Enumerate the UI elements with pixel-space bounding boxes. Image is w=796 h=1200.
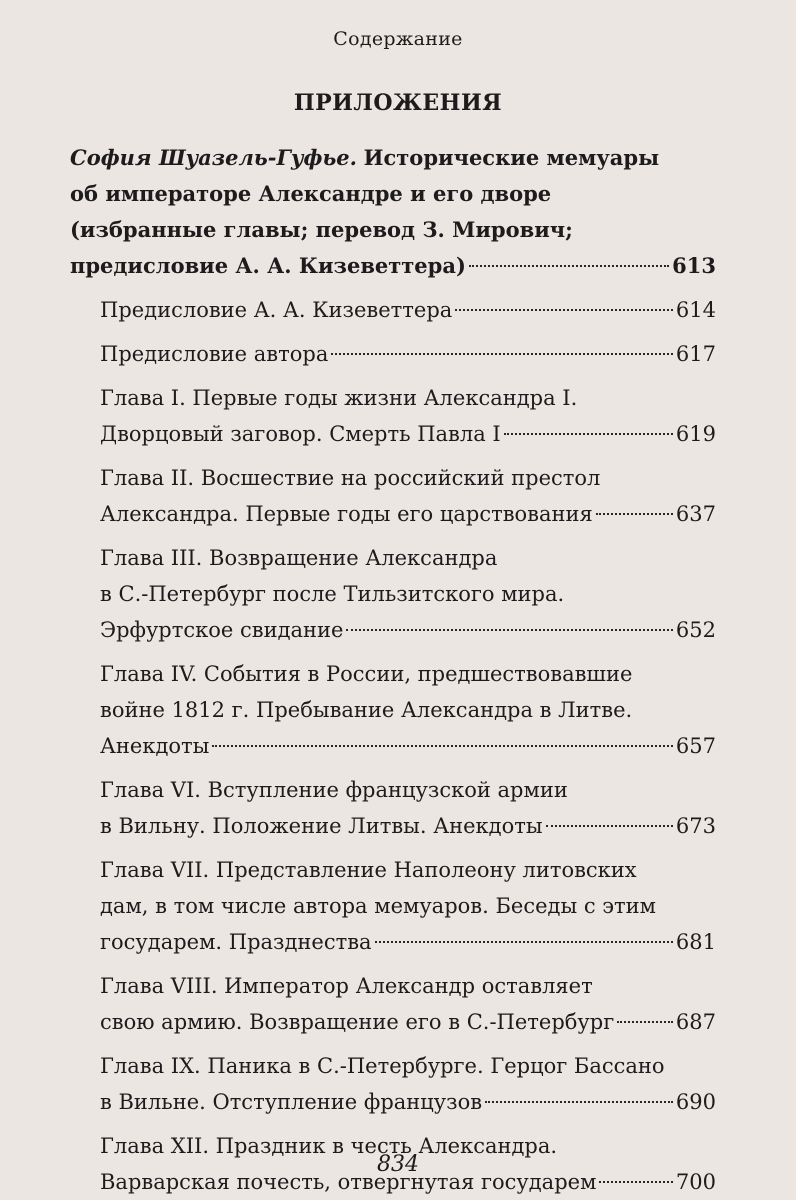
dot-leader — [599, 1181, 672, 1183]
page-number: 613 — [672, 253, 716, 278]
dot-leader — [469, 265, 669, 267]
page-number: 637 — [675, 502, 716, 526]
page-number: 700 — [675, 1170, 716, 1194]
toc-main-title: Исторические мемуары — [363, 145, 660, 170]
toc-entry[interactable] — [70, 540, 716, 648]
toc-entry-line: Глава IX. Паника в С.-Петербурге. Герцог Бассано — [100, 1054, 665, 1078]
page-number: 673 — [675, 814, 716, 838]
dot-leader — [485, 1101, 673, 1103]
toc-entry-last-line — [100, 496, 716, 532]
toc-entry-line: Глава VI. Вступление французской армии — [100, 778, 568, 802]
toc-entry-title: Анекдоты — [100, 734, 210, 758]
toc-entry-last-line — [100, 808, 716, 844]
toc-entry-title: Предисловие А. А. Кизеветтера — [100, 298, 453, 322]
toc-entry[interactable] — [70, 1048, 716, 1120]
page-number: 617 — [675, 342, 716, 366]
page-number: 614 — [675, 298, 716, 322]
dot-leader — [596, 513, 673, 515]
page-number: 619 — [675, 422, 716, 446]
toc-main-entry[interactable] — [70, 140, 716, 284]
dot-leader — [375, 941, 673, 943]
page-number: 690 — [675, 1090, 716, 1114]
toc-main-entry-line: об императоре Александре и его дворе — [70, 181, 552, 206]
section-title: ПРИЛОЖЕНИЯ — [293, 90, 503, 116]
dot-leader — [546, 825, 673, 827]
page-number: 687 — [675, 1010, 716, 1034]
toc-entry[interactable] — [70, 852, 716, 960]
toc-entry-last-line — [100, 728, 716, 764]
toc-main-entry-first-line — [70, 140, 716, 176]
toc-entry-title: Предисловие автора — [100, 342, 329, 366]
toc-entry-title: Варварская почесть, отвергнутая государем — [100, 1170, 597, 1194]
toc-main-entry-last-line — [70, 248, 716, 284]
toc-entry-title: в Вильну. Положение Литвы. Анекдоты — [100, 814, 543, 838]
toc-entry[interactable] — [70, 292, 716, 328]
dot-leader — [212, 745, 673, 747]
toc-entry[interactable] — [70, 656, 716, 764]
toc-entry-last-line — [100, 1004, 716, 1040]
toc-entry-title: Дворцовый заговор. Смерть Павла I — [100, 422, 501, 446]
toc-entry-line: дам, в том числе автора мемуаров. Беседы с этим — [100, 894, 656, 918]
toc-entry-line: в С.-Петербург после Тильзитского мира. — [100, 582, 565, 606]
toc-entry[interactable] — [70, 968, 716, 1040]
toc-entry-line: Глава VIII. Император Александр оставляет — [100, 974, 593, 998]
toc-entry-last-line — [100, 416, 716, 452]
page-number: 657 — [675, 734, 716, 758]
toc-entry-title: Эрфуртское свидание — [100, 618, 344, 642]
running-head: Содержание — [333, 28, 463, 50]
toc-entry-line: Глава II. Восшествие на российский престол — [100, 466, 601, 490]
toc-entry[interactable] — [70, 772, 716, 844]
toc-entry[interactable] — [70, 460, 716, 532]
toc-entry-title: свою армию. Возвращение его в С.-Петербург — [100, 1010, 615, 1034]
toc-sub-entries — [70, 292, 716, 1200]
toc-entry-line: войне 1812 г. Пребывание Александра в Литве. — [100, 698, 633, 722]
page-folio: 834 — [377, 1152, 419, 1177]
toc-entry-last-line — [100, 612, 716, 648]
toc-entry-title: в Вильне. Отступление французов — [100, 1090, 483, 1114]
toc-entry-line: Глава I. Первые годы жизни Александра I. — [100, 386, 578, 410]
toc-entry[interactable] — [70, 380, 716, 452]
dot-leader — [331, 353, 673, 355]
dot-leader — [504, 433, 673, 435]
toc-entry-line: Глава VII. Представление Наполеону литовских — [100, 858, 637, 882]
toc-entry-title: Александра. Первые годы его царствования — [100, 502, 593, 526]
page-number: 652 — [675, 618, 716, 642]
toc-main-entry-line: (избранные главы; перевод З. Мирович; — [70, 217, 573, 242]
dot-leader — [617, 1021, 673, 1023]
toc-entry-last-line — [100, 1084, 716, 1120]
toc-entry-line: Глава III. Возвращение Александра — [100, 546, 498, 570]
table-of-contents — [70, 140, 716, 1200]
toc-entry-line: Глава IV. События в России, предшествовавшие — [100, 662, 633, 686]
page-number: 681 — [675, 930, 716, 954]
toc-entry-line: Глава XII. Праздник в честь Александра. — [100, 1134, 558, 1158]
dot-leader — [455, 309, 673, 311]
toc-main-entry-last-text: предисловие А. А. Кизеветтера) — [70, 253, 466, 278]
toc-entry-last-line — [100, 924, 716, 960]
toc-entry-last-line — [100, 336, 716, 372]
toc-entry-last-line — [100, 292, 716, 328]
toc-entry-title: государем. Празднества — [100, 930, 372, 954]
toc-author: София Шуазель-Гуфье. — [70, 145, 357, 170]
toc-entry[interactable] — [70, 336, 716, 372]
dot-leader — [346, 629, 672, 631]
